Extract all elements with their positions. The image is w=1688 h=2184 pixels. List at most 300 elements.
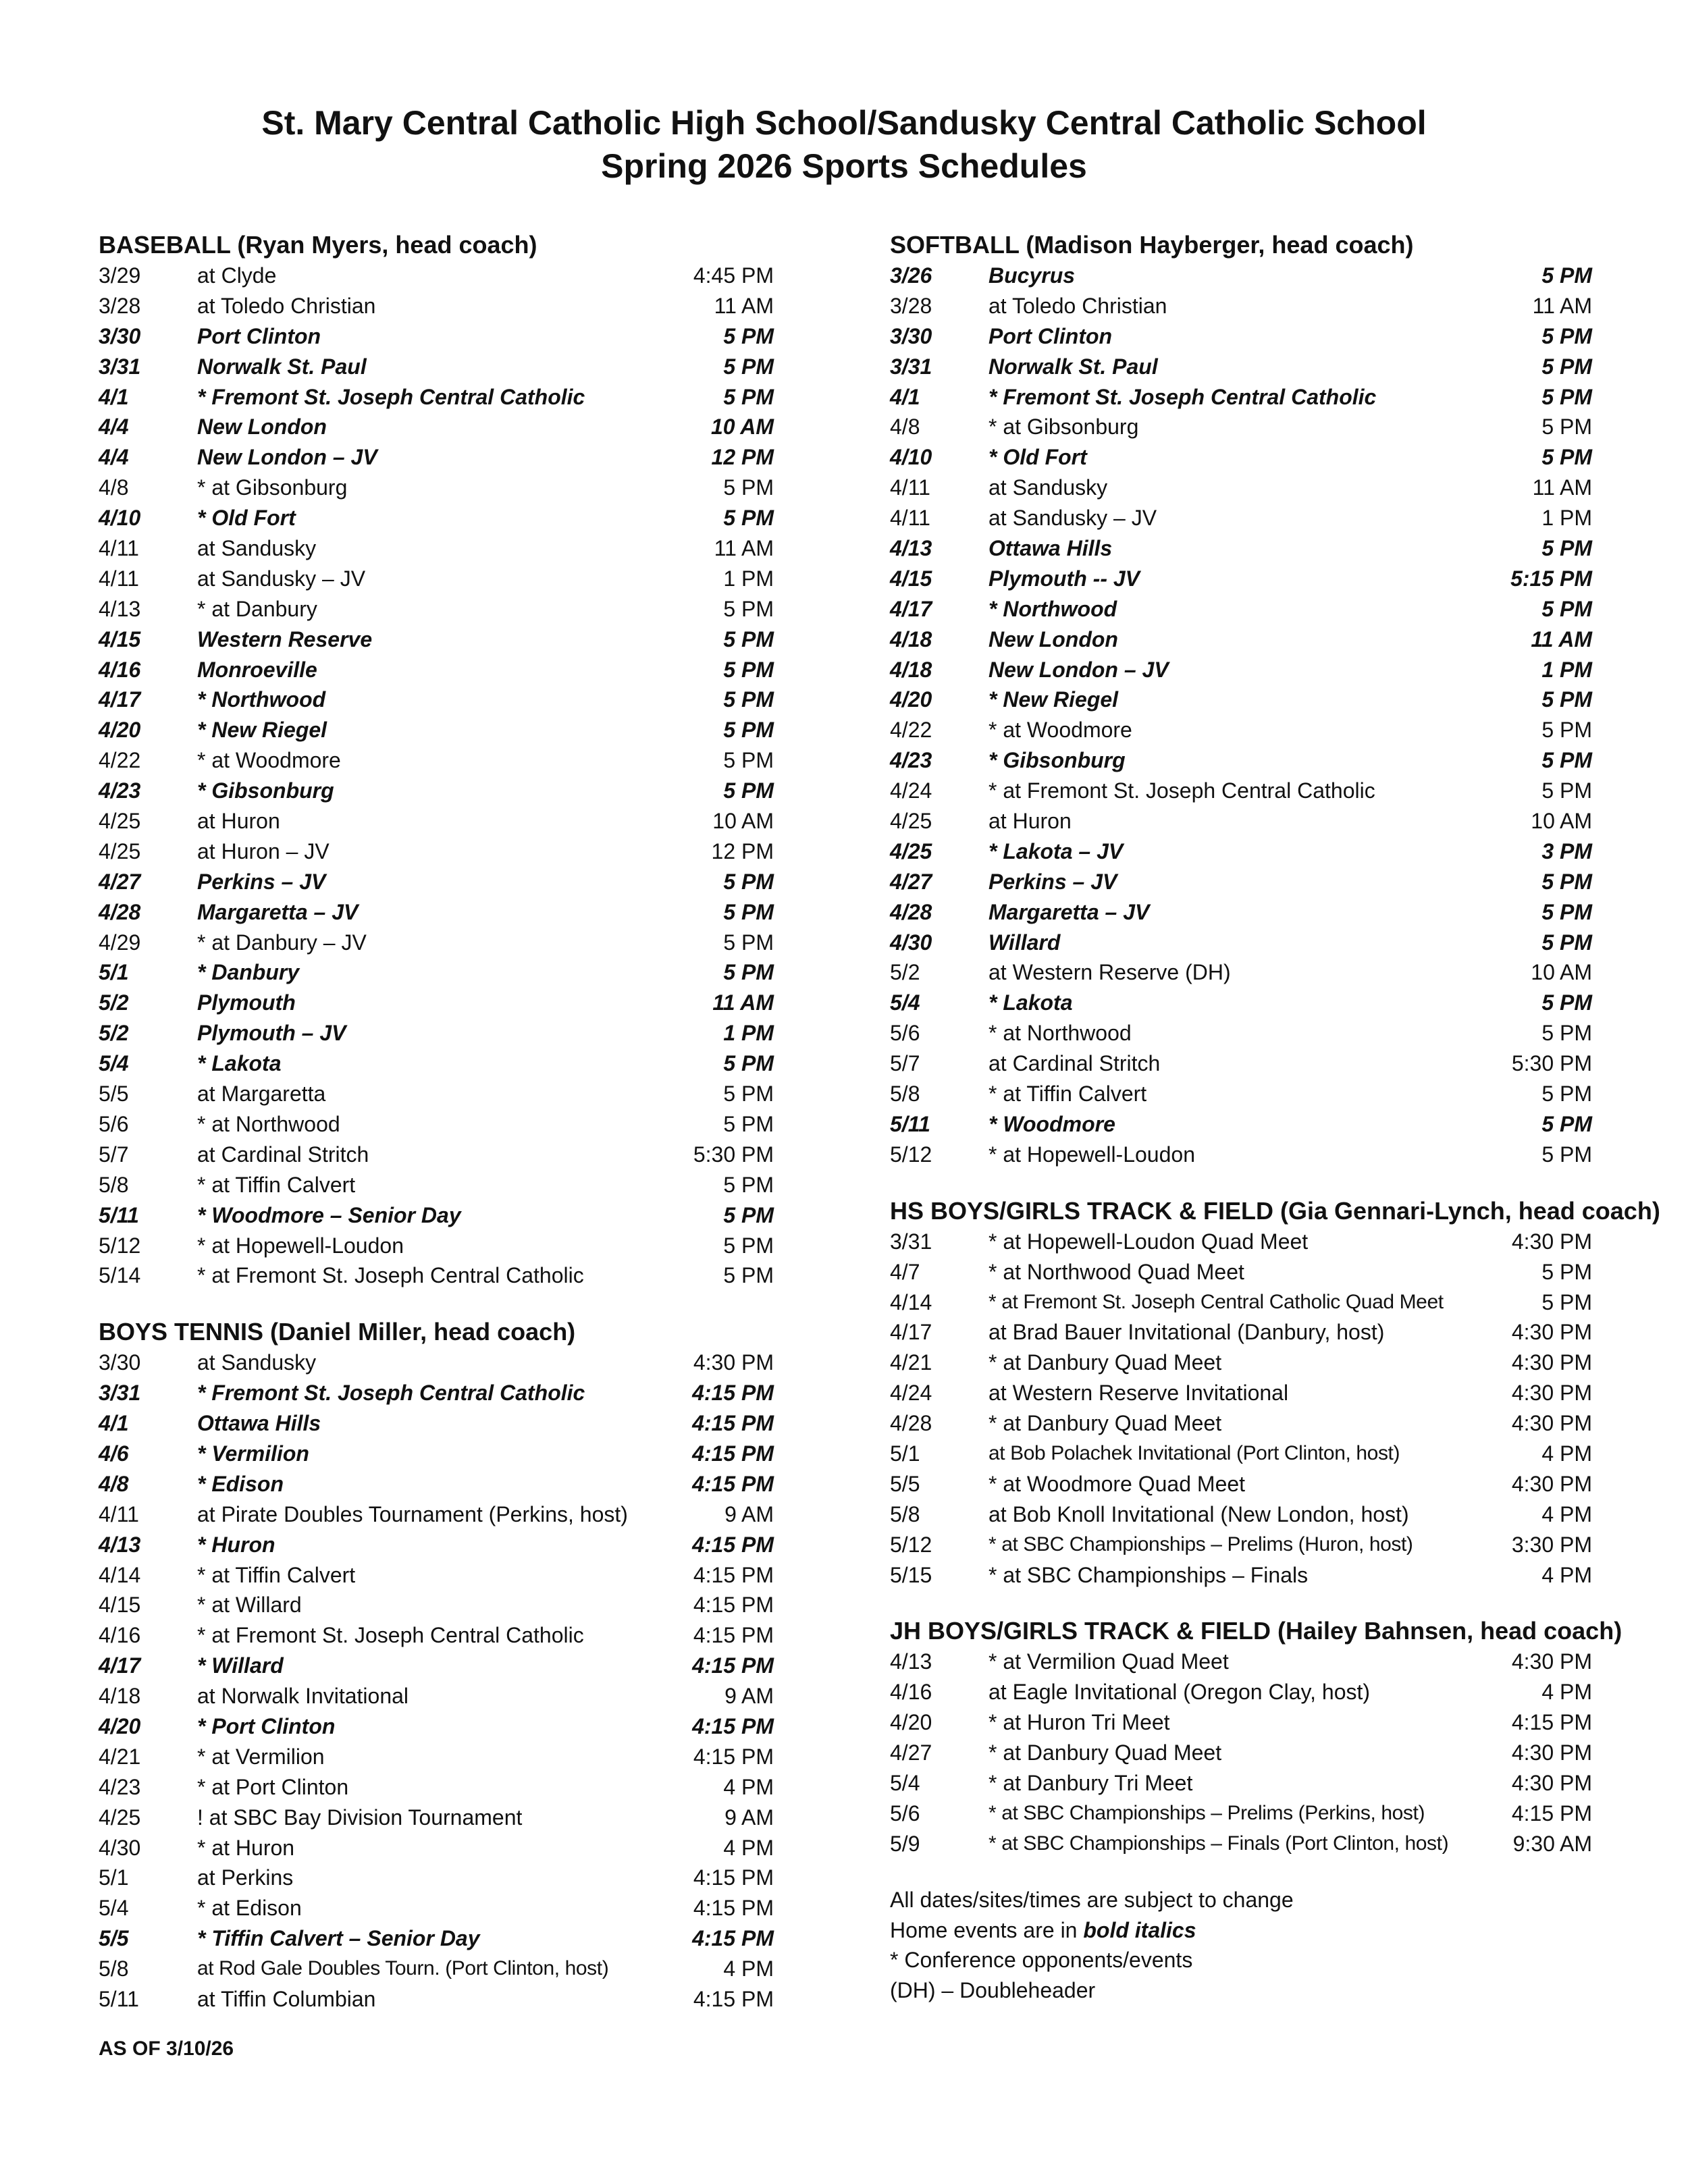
event-time: 4 PM xyxy=(1541,1441,1592,1466)
event-time: 4 PM xyxy=(723,1835,774,1860)
event-time: 5 PM xyxy=(1541,899,1592,924)
event-time: 4:45 PM xyxy=(693,263,774,288)
event-date: 5/8 xyxy=(890,1082,920,1107)
event-opponent: at Huron – JV xyxy=(197,838,329,863)
event-date: 5/1 xyxy=(99,960,129,985)
event-time: 4:15 PM xyxy=(692,1926,774,1951)
event-opponent: * Fremont St. Joseph Central Catholic xyxy=(197,384,585,409)
schedule-row xyxy=(890,1707,1592,1738)
event-time: 4:30 PM xyxy=(1511,1229,1592,1254)
schedule-row xyxy=(890,382,1592,412)
event-time: 9 AM xyxy=(724,1684,774,1709)
event-opponent: * at Danbury Quad Meet xyxy=(988,1411,1222,1436)
event-time: 9 AM xyxy=(724,1805,774,1830)
event-time: 5 PM xyxy=(1541,718,1592,743)
schedule-row xyxy=(890,836,1592,867)
event-opponent: * at Fremont St. Joseph Central Catholic Quad Meet xyxy=(988,1290,1444,1313)
event-date: 4/4 xyxy=(99,445,129,470)
event-date: 4/24 xyxy=(890,778,932,803)
event-time: 5:30 PM xyxy=(1511,1051,1592,1076)
event-time: 10 AM xyxy=(1531,809,1592,834)
event-date: 4/27 xyxy=(99,869,141,894)
event-opponent: at Pirate Doubles Tournament (Perkins, host) xyxy=(197,1501,628,1526)
event-time: 10 AM xyxy=(1531,960,1592,985)
schedule-row xyxy=(99,1408,774,1439)
event-time: 4 PM xyxy=(723,1956,774,1981)
note-home-prefix: Home events are in xyxy=(890,1917,1084,1942)
event-time: 4:15 PM xyxy=(692,1411,774,1436)
event-time: 5 PM xyxy=(723,869,774,894)
schedule-row xyxy=(99,533,774,564)
event-opponent: * New Riegel xyxy=(197,718,327,743)
event-date: 4/18 xyxy=(99,1684,141,1709)
event-date: 3/28 xyxy=(890,293,932,318)
note-conference: * Conference opponents/events xyxy=(890,1948,1193,1973)
event-date: 4/1 xyxy=(99,384,129,409)
schedule-row xyxy=(99,1893,774,1923)
event-time: 5 PM xyxy=(723,475,774,500)
event-date: 4/14 xyxy=(99,1562,141,1587)
event-date: 5/12 xyxy=(890,1142,932,1167)
event-opponent: * at Huron Tri Meet xyxy=(988,1710,1170,1735)
event-date: 5/4 xyxy=(99,1051,129,1076)
event-time: 4:15 PM xyxy=(693,1593,774,1618)
schedule-row xyxy=(890,1799,1592,1829)
event-opponent: * Willard xyxy=(197,1653,284,1678)
event-date: 3/31 xyxy=(890,354,932,379)
schedule-notes xyxy=(890,1885,1592,2006)
event-time: 4:15 PM xyxy=(692,1653,774,1678)
schedule-row xyxy=(99,261,774,291)
schedule-row xyxy=(890,1530,1592,1560)
event-date: 5/12 xyxy=(99,1233,141,1258)
event-time: 9:30 AM xyxy=(1512,1831,1592,1856)
event-time: 4:15 PM xyxy=(693,1744,774,1769)
event-opponent: Plymouth – JV xyxy=(197,1021,346,1046)
event-opponent: * at Vermilion Quad Meet xyxy=(988,1649,1229,1674)
section-heading: BOYS TENNIS (Daniel Miller, head coach) xyxy=(99,1318,576,1346)
event-date: 4/11 xyxy=(890,475,930,500)
event-time: 5 PM xyxy=(1541,778,1592,803)
event-date: 4/28 xyxy=(890,1411,932,1436)
schedule-row xyxy=(99,988,774,1018)
schedule-row xyxy=(99,1348,774,1378)
schedule-row xyxy=(890,1287,1592,1318)
schedule-row xyxy=(890,1768,1592,1799)
schedule-row xyxy=(890,564,1592,594)
event-opponent: * at SBC Championships – Prelims (Huron, host) xyxy=(988,1533,1413,1555)
event-time: 4:15 PM xyxy=(692,1713,774,1738)
schedule-row xyxy=(99,867,774,897)
event-opponent: * Gibsonburg xyxy=(988,748,1126,773)
event-time: 5 PM xyxy=(1541,1289,1592,1314)
event-time: 4:15 PM xyxy=(693,1986,774,2011)
schedule-row xyxy=(99,1833,774,1863)
schedule-row xyxy=(99,291,774,321)
schedule-row xyxy=(890,897,1592,928)
event-time: 4:15 PM xyxy=(1511,1801,1592,1826)
event-time: 4:30 PM xyxy=(1511,1770,1592,1795)
schedule-row xyxy=(890,1348,1592,1378)
event-date: 4/8 xyxy=(99,475,129,500)
schedule-row xyxy=(99,382,774,412)
event-date: 4/27 xyxy=(890,1740,932,1765)
event-date: 3/26 xyxy=(890,263,932,288)
event-time: 4:30 PM xyxy=(1511,1740,1592,1765)
event-date: 4/10 xyxy=(99,506,141,531)
event-time: 5 PM xyxy=(1541,1259,1592,1284)
event-time: 3 PM xyxy=(1541,838,1592,863)
event-opponent: * at Danbury Quad Meet xyxy=(988,1740,1222,1765)
event-opponent: at Margaretta xyxy=(197,1082,326,1107)
as-of-date: AS OF 3/10/26 xyxy=(99,2037,234,2060)
event-date: 4/20 xyxy=(890,1710,932,1735)
event-time: 5 PM xyxy=(723,1233,774,1258)
section-heading: JH BOYS/GIRLS TRACK & FIELD (Hailey Bahnsen, head coach) xyxy=(890,1617,1623,1645)
schedule-row xyxy=(99,1711,774,1742)
schedule-row xyxy=(890,685,1592,715)
event-opponent: * at Fremont St. Joseph Central Catholic xyxy=(197,1623,584,1648)
event-opponent: at Sandusky – JV xyxy=(197,566,366,591)
event-time: 11 AM xyxy=(714,536,774,561)
event-opponent: * Northwood xyxy=(988,596,1117,621)
schedule-row xyxy=(99,1499,774,1530)
event-time: 5 PM xyxy=(1541,445,1592,470)
schedule-row xyxy=(99,806,774,836)
event-date: 4/23 xyxy=(890,748,932,773)
section-baseball xyxy=(99,230,774,1291)
event-opponent: * at Woodmore xyxy=(197,748,341,773)
event-time: 4:30 PM xyxy=(1511,1381,1592,1406)
event-time: 5 PM xyxy=(723,506,774,531)
event-time: 5 PM xyxy=(1541,990,1592,1015)
event-date: 5/7 xyxy=(890,1051,920,1076)
schedule-row xyxy=(890,503,1592,533)
schedule-row xyxy=(890,1140,1592,1170)
event-date: 5/2 xyxy=(99,1021,129,1046)
schedule-row xyxy=(890,776,1592,806)
schedule-row xyxy=(890,1018,1592,1048)
schedule-row xyxy=(890,473,1592,503)
event-opponent: * at Hopewell-Loudon xyxy=(197,1233,404,1258)
event-date: 4/30 xyxy=(99,1835,141,1860)
event-opponent: * at SBC Championships – Finals (Port Clinton, host) xyxy=(988,1832,1449,1855)
event-opponent: * at Tiffin Calvert xyxy=(197,1562,356,1587)
schedule-row xyxy=(890,1677,1592,1707)
event-time: 5 PM xyxy=(1541,930,1592,955)
schedule-row xyxy=(99,503,774,533)
schedule-row xyxy=(99,928,774,958)
event-opponent: at Cardinal Stritch xyxy=(197,1142,369,1167)
event-time: 4:15 PM xyxy=(692,1381,774,1406)
event-date: 4/11 xyxy=(99,566,139,591)
schedule-row xyxy=(99,1200,774,1231)
event-time: 5 PM xyxy=(723,323,774,348)
schedule-row xyxy=(890,715,1592,745)
schedule-row xyxy=(890,1439,1592,1469)
schedule-row xyxy=(99,1803,774,1833)
event-time: 11 AM xyxy=(1531,627,1592,651)
event-time: 11 AM xyxy=(1532,475,1592,500)
event-opponent: Norwalk St. Paul xyxy=(988,354,1158,379)
event-opponent: at Sandusky xyxy=(197,1350,317,1375)
event-opponent: * at Northwood xyxy=(988,1021,1132,1046)
schedule-row xyxy=(99,836,774,867)
event-time: 4:15 PM xyxy=(692,1532,774,1557)
schedule-row xyxy=(890,412,1592,442)
schedule-row xyxy=(890,867,1592,897)
event-opponent: * Lakota xyxy=(197,1051,282,1076)
event-opponent: at Toledo Christian xyxy=(988,293,1167,318)
event-opponent: Port Clinton xyxy=(197,323,321,348)
event-time: 4:15 PM xyxy=(693,1865,774,1890)
schedule-row xyxy=(99,1079,774,1109)
event-opponent: * Danbury xyxy=(197,960,300,985)
event-date: 4/25 xyxy=(890,809,932,834)
event-time: 5 PM xyxy=(723,899,774,924)
event-opponent: * Old Fort xyxy=(197,506,296,531)
event-opponent: * at Danbury Tri Meet xyxy=(988,1770,1193,1795)
schedule-row xyxy=(99,1954,774,1984)
event-date: 5/7 xyxy=(99,1142,129,1167)
event-time: 5 PM xyxy=(723,1202,774,1227)
event-opponent: at Eagle Invitational (Oregon Clay, host) xyxy=(988,1680,1371,1705)
event-opponent: * Port Clinton xyxy=(197,1713,336,1738)
event-date: 4/23 xyxy=(99,778,141,803)
event-opponent: Perkins – JV xyxy=(988,869,1117,894)
event-time: 5 PM xyxy=(1541,1111,1592,1136)
section-heading: BASEBALL (Ryan Myers, head coach) xyxy=(99,231,537,259)
event-opponent: Bucyrus xyxy=(988,263,1076,288)
event-opponent: at Tiffin Columbian xyxy=(197,1986,376,2011)
event-opponent: at Western Reserve Invitational xyxy=(988,1381,1289,1406)
event-time: 5 PM xyxy=(1541,323,1592,348)
event-opponent: at Norwalk Invitational xyxy=(197,1684,409,1709)
event-date: 4/11 xyxy=(890,506,930,531)
event-date: 4/24 xyxy=(890,1381,932,1406)
schedule-row xyxy=(99,594,774,624)
event-date: 5/11 xyxy=(99,1986,139,2011)
event-date: 4/17 xyxy=(99,1653,141,1678)
event-date: 4/17 xyxy=(890,596,932,621)
event-date: 4/25 xyxy=(99,809,141,834)
schedule-row xyxy=(890,1499,1592,1530)
event-time: 5 PM xyxy=(723,748,774,773)
event-time: 5 PM xyxy=(723,960,774,985)
schedule-row xyxy=(99,1530,774,1560)
event-date: 4/22 xyxy=(99,748,141,773)
schedule-row xyxy=(99,745,774,776)
event-time: 5 PM xyxy=(723,930,774,955)
event-opponent: Port Clinton xyxy=(988,323,1113,348)
event-time: 5:30 PM xyxy=(693,1142,774,1167)
right-column xyxy=(890,230,1660,2006)
schedule-row xyxy=(99,1651,774,1681)
schedule-row xyxy=(890,1738,1592,1768)
event-time: 4:30 PM xyxy=(1511,1350,1592,1375)
schedule-row xyxy=(99,1260,774,1291)
event-time: 4:30 PM xyxy=(1511,1411,1592,1436)
event-date: 5/5 xyxy=(890,1471,920,1496)
event-time: 5 PM xyxy=(723,1263,774,1288)
event-opponent: * at Fremont St. Joseph Central Catholic xyxy=(988,778,1375,803)
event-time: 11 AM xyxy=(712,990,774,1015)
schedule-row xyxy=(890,1048,1592,1079)
event-date: 4/28 xyxy=(890,899,932,924)
event-opponent: at Sandusky xyxy=(988,475,1108,500)
event-date: 4/20 xyxy=(890,687,932,712)
schedule-row xyxy=(99,442,774,473)
event-time: 3:30 PM xyxy=(1511,1532,1592,1557)
schedule-row xyxy=(99,897,774,928)
schedule-row xyxy=(99,1231,774,1261)
note-home-emph: bold italics xyxy=(1083,1917,1196,1942)
event-opponent: * at Danbury xyxy=(197,596,317,621)
event-date: 5/9 xyxy=(890,1831,920,1856)
event-opponent: Margaretta – JV xyxy=(197,899,359,924)
event-opponent: New London xyxy=(197,415,327,440)
schedule-row xyxy=(99,1378,774,1408)
schedule-row xyxy=(890,1079,1592,1109)
event-time: 5 PM xyxy=(1541,384,1592,409)
event-opponent: Plymouth -- JV xyxy=(988,566,1140,591)
event-time: 4 PM xyxy=(1541,1562,1592,1587)
schedule-row xyxy=(890,1378,1592,1408)
event-opponent: * Edison xyxy=(197,1471,284,1496)
schedule-row xyxy=(99,655,774,685)
event-date: 5/14 xyxy=(99,1263,141,1288)
note-home xyxy=(890,1915,1592,1946)
event-date: 4/4 xyxy=(99,415,129,440)
event-opponent: Monroeville xyxy=(197,657,317,682)
event-date: 5/4 xyxy=(890,990,920,1015)
event-time: 5 PM xyxy=(1541,596,1592,621)
event-opponent: * at Willard xyxy=(197,1593,302,1618)
event-date: 4/13 xyxy=(99,596,141,621)
event-time: 5 PM xyxy=(723,354,774,379)
event-date: 3/30 xyxy=(99,1350,141,1375)
schedule-row xyxy=(890,1317,1592,1348)
event-date: 4/16 xyxy=(99,1623,141,1648)
event-date: 4/25 xyxy=(99,1805,141,1830)
schedule-row xyxy=(99,1048,774,1079)
event-date: 4/1 xyxy=(99,1411,129,1436)
event-date: 4/30 xyxy=(890,930,932,955)
event-opponent: at Sandusky – JV xyxy=(988,506,1157,531)
event-opponent: Perkins – JV xyxy=(197,869,326,894)
event-opponent: * at Gibsonburg xyxy=(197,475,348,500)
schedule-row xyxy=(99,1742,774,1772)
event-time: 5 PM xyxy=(723,1172,774,1197)
event-time: 4 PM xyxy=(723,1774,774,1799)
schedule-row xyxy=(99,564,774,594)
schedule-row xyxy=(99,1560,774,1591)
event-time: 4:30 PM xyxy=(1511,1649,1592,1674)
schedule-row xyxy=(890,261,1592,291)
event-opponent: Willard xyxy=(988,930,1061,955)
event-opponent: * at Tiffin Calvert xyxy=(988,1082,1147,1107)
section-heading: SOFTBALL (Madison Hayberger, head coach) xyxy=(890,231,1414,259)
event-time: 5 PM xyxy=(1541,748,1592,773)
event-date: 5/4 xyxy=(890,1770,920,1795)
event-time: 4:15 PM xyxy=(692,1441,774,1466)
event-opponent: at Cardinal Stritch xyxy=(988,1051,1161,1076)
schedule-row xyxy=(99,473,774,503)
schedule-row xyxy=(890,1257,1592,1287)
event-time: 5 PM xyxy=(723,1051,774,1076)
event-opponent: * at Hopewell-Loudon Quad Meet xyxy=(988,1229,1309,1254)
event-opponent: * Old Fort xyxy=(988,445,1087,470)
event-opponent: * Lakota xyxy=(988,990,1073,1015)
schedule-row xyxy=(890,1469,1592,1499)
event-time: 5 PM xyxy=(723,687,774,712)
event-time: 12 PM xyxy=(711,838,774,863)
event-date: 4/8 xyxy=(890,415,920,440)
event-date: 4/15 xyxy=(99,627,141,651)
event-opponent: at Huron xyxy=(197,809,280,834)
schedule-row xyxy=(99,321,774,352)
event-date: 5/2 xyxy=(99,990,129,1015)
event-time: 5 PM xyxy=(723,384,774,409)
schedule-row xyxy=(890,1408,1592,1439)
schedule-row xyxy=(890,1227,1592,1257)
event-opponent: * Fremont St. Joseph Central Catholic xyxy=(988,384,1377,409)
schedule-row xyxy=(99,776,774,806)
event-opponent: * Woodmore – Senior Day xyxy=(197,1202,461,1227)
schedule-row xyxy=(890,1647,1592,1677)
event-time: 12 PM xyxy=(711,445,774,470)
event-opponent: at Toledo Christian xyxy=(197,293,376,318)
title-line-2: Spring 2026 Sports Schedules xyxy=(601,147,1087,185)
schedule-row xyxy=(99,1681,774,1711)
event-time: 5 PM xyxy=(723,657,774,682)
right-sections xyxy=(890,230,1660,1859)
event-opponent: * at Vermilion xyxy=(197,1744,325,1769)
event-time: 5 PM xyxy=(723,718,774,743)
event-date: 4/18 xyxy=(890,627,932,651)
event-time: 4:15 PM xyxy=(692,1471,774,1496)
schedule-row xyxy=(99,1863,774,1893)
event-time: 5 PM xyxy=(723,596,774,621)
schedule-row xyxy=(890,352,1592,382)
left-column xyxy=(99,230,774,2040)
event-time: 11 AM xyxy=(1532,293,1592,318)
event-time: 5 PM xyxy=(723,1111,774,1136)
event-date: 5/8 xyxy=(890,1501,920,1526)
event-opponent: Western Reserve xyxy=(197,627,373,651)
event-time: 10 AM xyxy=(712,809,774,834)
event-opponent: * Vermilion xyxy=(197,1441,309,1466)
event-date: 4/25 xyxy=(99,838,141,863)
event-opponent: New London – JV xyxy=(197,445,377,470)
event-date: 4/10 xyxy=(890,445,932,470)
schedule-row xyxy=(99,352,774,382)
schedule-row xyxy=(890,321,1592,352)
schedule-row xyxy=(890,442,1592,473)
event-time: 4:30 PM xyxy=(1511,1320,1592,1345)
event-time: 4:15 PM xyxy=(693,1562,774,1587)
event-opponent: ! at SBC Bay Division Tournament xyxy=(197,1805,523,1830)
schedule-row xyxy=(99,1620,774,1651)
event-date: 5/5 xyxy=(99,1082,129,1107)
event-date: 4/8 xyxy=(99,1471,129,1496)
event-date: 4/11 xyxy=(99,536,139,561)
event-opponent: * at Woodmore xyxy=(988,718,1132,743)
schedule-row xyxy=(890,1560,1592,1591)
schedule-row xyxy=(99,412,774,442)
event-date: 3/28 xyxy=(99,293,141,318)
event-date: 4/28 xyxy=(99,899,141,924)
